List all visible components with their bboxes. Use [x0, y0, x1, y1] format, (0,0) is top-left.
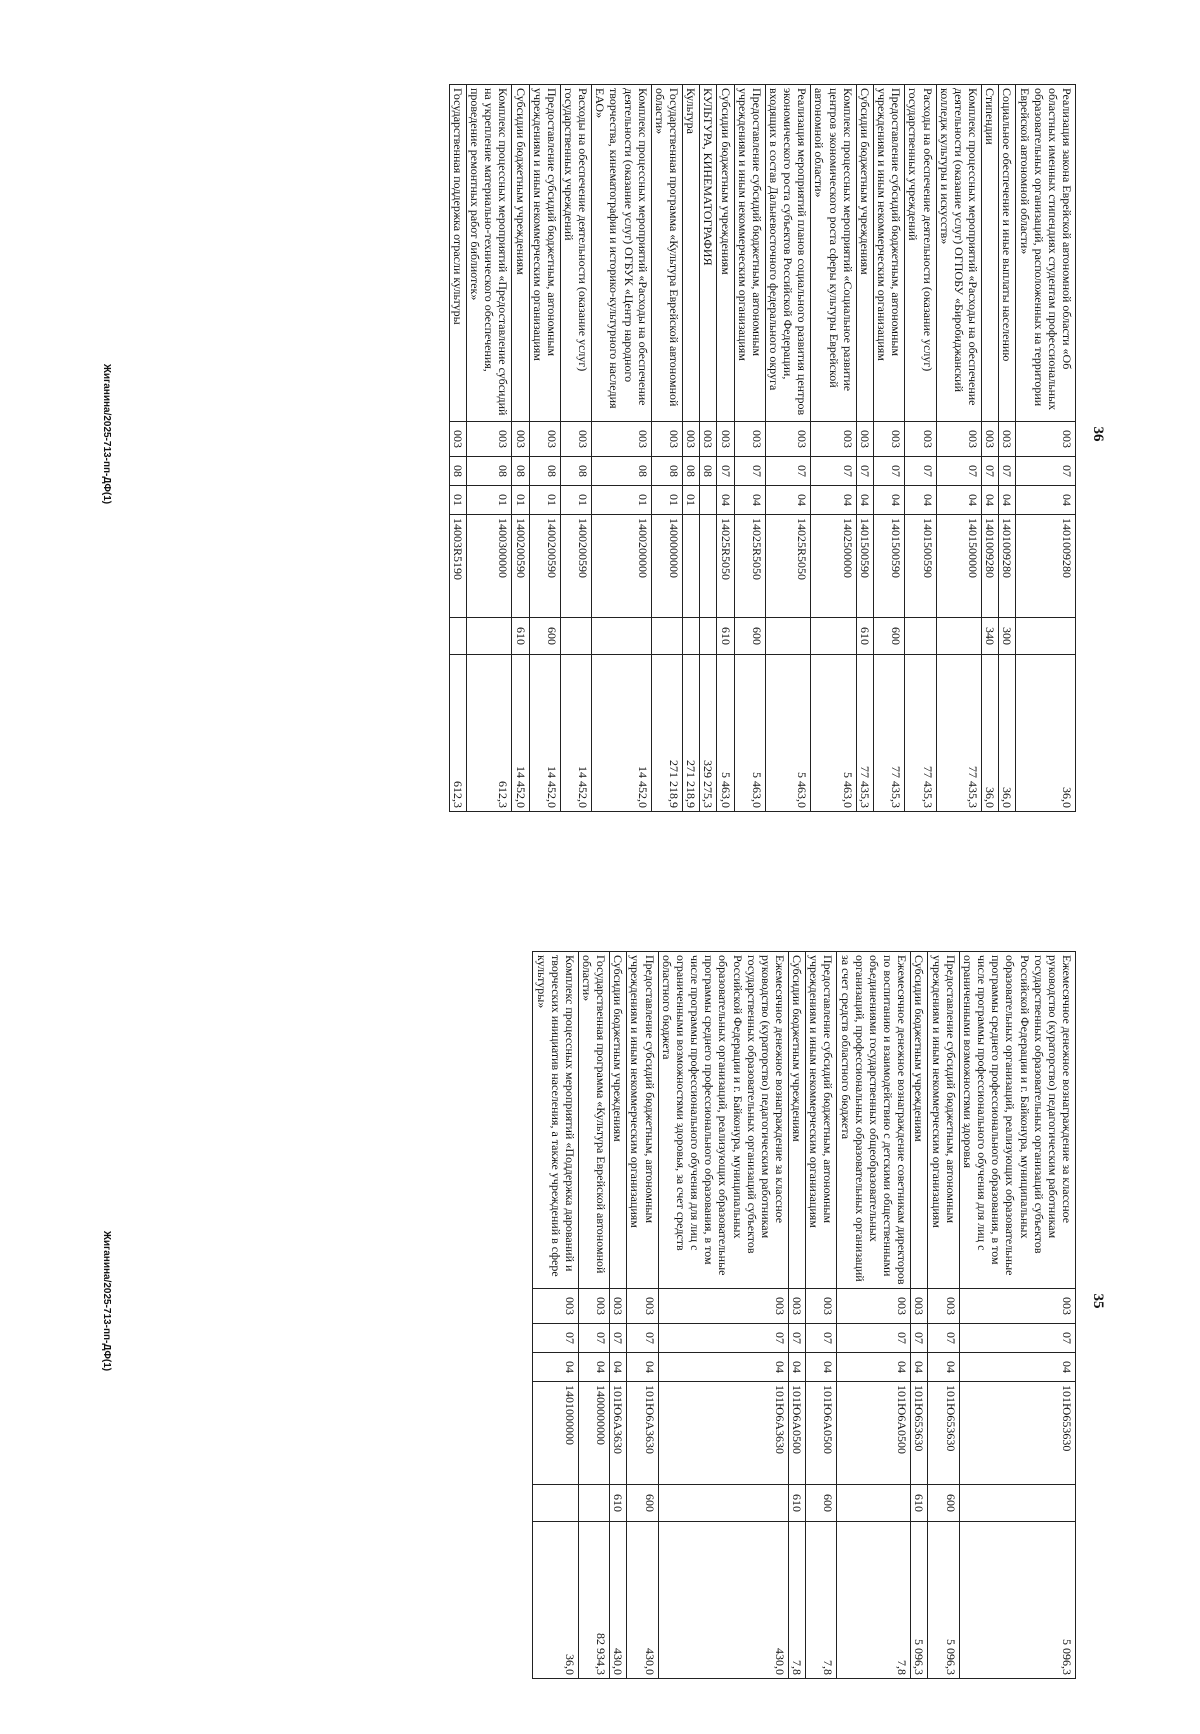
target-article-code: 101Ю6А0500 [837, 1382, 911, 1485]
target-article-code: 1400300000 [466, 515, 511, 618]
section-code: 07 [811, 457, 856, 486]
subsection-code: 04 [873, 486, 904, 515]
target-article-code: 14003R5190 [449, 515, 466, 618]
table-row [578, 952, 609, 1679]
grbs-code: 003 [959, 1289, 1075, 1324]
amount: 5 463,0 [811, 655, 856, 812]
target-article-code: 1400000000 [578, 1382, 609, 1485]
section-code: 07 [658, 1324, 788, 1353]
expense-type-code: 610 [717, 618, 734, 655]
expense-type-code: 610 [856, 618, 873, 655]
target-article-code: 1400200590 [512, 515, 529, 618]
expense-type-code: 610 [610, 1485, 627, 1522]
page-36 [80, 34, 1120, 834]
row-name: Культура [683, 85, 700, 422]
grbs-code: 003 [533, 1289, 578, 1324]
subsection-code: 04 [789, 1353, 806, 1382]
amount: 77 435,3 [873, 655, 904, 812]
subsection-code: 01 [529, 486, 560, 515]
bottom-half [0, 867, 1200, 1734]
expense-type-code: 600 [627, 1485, 658, 1522]
section-code: 07 [1016, 457, 1076, 486]
page-35 [80, 901, 1120, 1701]
table-row [449, 85, 466, 812]
row-name: Предоставление субсидий бюджетным, автономным учреждениям и иным некоммерческим организациям [873, 85, 904, 422]
grbs-code: 003 [700, 422, 717, 457]
expense-type-code [905, 618, 936, 655]
amount: 612,3 [449, 655, 466, 812]
expense-type-code [700, 618, 717, 655]
table-row [856, 85, 873, 812]
grbs-code: 003 [529, 422, 560, 457]
amount: 36,0 [1016, 655, 1076, 812]
expense-type-code [449, 618, 466, 655]
section-code: 07 [905, 457, 936, 486]
amount: 14 452,0 [512, 655, 529, 812]
expense-type-code [811, 618, 856, 655]
budget-table [449, 84, 1076, 812]
subsection-code: 04 [837, 1353, 911, 1382]
table-row [560, 85, 591, 812]
expense-type-code [533, 1485, 578, 1522]
table-row [911, 952, 928, 1679]
section-code: 08 [466, 457, 511, 486]
row-name: Комплекс процессных мероприятий «Социальное развитие центров экономического роста сферы культуры Еврейской автономной области» [811, 85, 856, 422]
section-code: 07 [911, 1324, 928, 1353]
target-article-code: 1401500000 [936, 515, 981, 618]
grbs-code: 003 [789, 1289, 806, 1324]
target-article-code: 1401009280 [999, 515, 1016, 618]
grbs-code: 003 [856, 422, 873, 457]
amount: 430,0 [658, 1522, 788, 1679]
subsection-code: 04 [765, 486, 810, 515]
expense-type-code: 600 [806, 1485, 837, 1522]
row-name: Государственная программа «Культура Еврейской автономной области» [578, 952, 609, 1289]
grbs-code: 003 [982, 422, 999, 457]
table-row [982, 85, 999, 812]
expense-type-code: 300 [999, 618, 1016, 655]
footer-code: Жиганина/2025-713-пп-ДФ(1) [101, 1230, 112, 1372]
target-article-code: 101Ю6А3630 [610, 1382, 627, 1485]
subsection-code: 01 [683, 486, 700, 515]
subsection-code: 04 [911, 1353, 928, 1382]
subsection-code: 01 [512, 486, 529, 515]
expense-type-code [560, 618, 591, 655]
row-name: Комплекс процессных мероприятий «Предоставление субсидий на укрепление материально-технического обеспечения, проведение ремонтных работ библиотек» [466, 85, 511, 422]
target-article-code: 101Ю6А0500 [806, 1382, 837, 1485]
subsection-code: 04 [806, 1353, 837, 1382]
grbs-code: 003 [999, 422, 1016, 457]
section-code: 07 [928, 1324, 959, 1353]
amount: 5 096,3 [928, 1522, 959, 1679]
amount: 430,0 [627, 1522, 658, 1679]
section-code: 07 [936, 457, 981, 486]
expense-type-code [658, 1485, 788, 1522]
table-row [1016, 85, 1076, 812]
row-name: Субсидии бюджетным учреждениям [717, 85, 734, 422]
row-name: Стипендии [982, 85, 999, 422]
section-code: 08 [651, 457, 682, 486]
subsection-code [700, 486, 717, 515]
amount: 5 096,3 [911, 1522, 928, 1679]
amount: 5 463,0 [717, 655, 734, 812]
table-row [627, 952, 658, 1679]
section-code: 08 [560, 457, 591, 486]
row-name: Реализация закона Еврейской автономной области «Об областных именных стипендиях студентам профессиональных образовательных организаций, расположенных на территории Еврейской автономной области» [1016, 85, 1076, 422]
amount: 5 096,3 [959, 1522, 1075, 1679]
target-article-code: 1401500590 [856, 515, 873, 618]
target-article-code: 14025R5050 [717, 515, 734, 618]
subsection-code: 01 [449, 486, 466, 515]
table-row [837, 952, 911, 1679]
expense-type-code [959, 1485, 1075, 1522]
table-row [658, 952, 788, 1679]
grbs-code: 003 [466, 422, 511, 457]
page-number: 35 [1090, 1293, 1106, 1309]
grbs-code: 003 [560, 422, 591, 457]
row-name: Субсидии бюджетным учреждениям [789, 952, 806, 1289]
section-code: 07 [982, 457, 999, 486]
row-name: Комплекс процессных мероприятий «Поддержка дарований и творческих инициатив населения, а также учреждений в сфере культуры» [533, 952, 578, 1289]
subsection-code: 04 [982, 486, 999, 515]
table-row [806, 952, 837, 1679]
amount: 7,8 [806, 1522, 837, 1679]
table-row [873, 85, 904, 812]
target-article-code: 101Ю6А3630 [658, 1382, 788, 1485]
section-code: 07 [806, 1324, 837, 1353]
target-article-code: 1401009280 [1016, 515, 1076, 618]
row-name: Расходы на обеспечение деятельности (оказание услуг) государственных учреждений [560, 85, 591, 422]
table-row [717, 85, 734, 812]
amount: 271 218,9 [651, 655, 682, 812]
expense-type-code [651, 618, 682, 655]
amount: 14 452,0 [529, 655, 560, 812]
subsection-code: 04 [610, 1353, 627, 1382]
amount: 14 452,0 [560, 655, 591, 812]
table-row [610, 952, 627, 1679]
expense-type-code: 610 [789, 1485, 806, 1522]
expense-type-code [837, 1485, 911, 1522]
section-code: 07 [959, 1324, 1075, 1353]
subsection-code: 01 [466, 486, 511, 515]
section-code: 07 [533, 1324, 578, 1353]
table-row [512, 85, 529, 812]
expense-type-code: 600 [529, 618, 560, 655]
expense-type-code [592, 618, 652, 655]
subsection-code: 04 [717, 486, 734, 515]
target-article-code: 101Ю653630 [911, 1382, 928, 1485]
section-code: 07 [578, 1324, 609, 1353]
target-article-code: 14025R5050 [765, 515, 810, 618]
row-name: Предоставление субсидий бюджетным, автономным учреждениям и иным некоммерческим организациям [928, 952, 959, 1289]
row-name: Реализация мероприятий планов социального развития центров экономического роста субъектов Российской Федерации, входящих в состав Дальневосточного федерального округа [765, 85, 810, 422]
amount: 5 463,0 [734, 655, 765, 812]
target-article-code: 1400000000 [651, 515, 682, 618]
target-article-code: 14025R5050 [734, 515, 765, 618]
budget-table [532, 951, 1076, 1679]
target-article-code: 1401500590 [873, 515, 904, 618]
row-name: Комплекс процессных мероприятий «Расходы на обеспечение деятельности (оказание услуг) ОГБУК «Центр народного творчества, кинематографии и историко-культурного наследия ЕАО» [592, 85, 652, 422]
table-row [811, 85, 856, 812]
subsection-code: 04 [533, 1353, 578, 1382]
subsection-code: 04 [578, 1353, 609, 1382]
section-code: 07 [627, 1324, 658, 1353]
row-name: Субсидии бюджетным учреждениям [512, 85, 529, 422]
subsection-code: 04 [734, 486, 765, 515]
target-article-code [700, 515, 717, 618]
amount: 271 218,9 [683, 655, 700, 812]
row-name: Субсидии бюджетным учреждениям [911, 952, 928, 1289]
grbs-code: 003 [873, 422, 904, 457]
expense-type-code [765, 618, 810, 655]
amount: 77 435,3 [856, 655, 873, 812]
section-code: 08 [449, 457, 466, 486]
section-code: 07 [999, 457, 1016, 486]
subsection-code: 04 [905, 486, 936, 515]
grbs-code: 003 [592, 422, 652, 457]
amount: 77 435,3 [936, 655, 981, 812]
amount: 82 934,3 [578, 1522, 609, 1679]
amount: 329 275,3 [700, 655, 717, 812]
section-code: 08 [683, 457, 700, 486]
row-name: Предоставление субсидий бюджетным, автономным учреждениям и иным некоммерческим организациям [806, 952, 837, 1289]
grbs-code: 003 [610, 1289, 627, 1324]
table-row [466, 85, 511, 812]
section-code: 08 [512, 457, 529, 486]
subsection-code: 01 [592, 486, 652, 515]
section-code: 07 [765, 457, 810, 486]
grbs-code: 003 [578, 1289, 609, 1324]
grbs-code: 003 [449, 422, 466, 457]
grbs-code: 003 [683, 422, 700, 457]
amount: 7,8 [789, 1522, 806, 1679]
amount: 612,3 [466, 655, 511, 812]
table-row [765, 85, 810, 812]
section-code: 07 [717, 457, 734, 486]
table-row [683, 85, 700, 812]
grbs-code: 003 [911, 1289, 928, 1324]
table-row [734, 85, 765, 812]
subsection-code: 01 [651, 486, 682, 515]
grbs-code: 003 [658, 1289, 788, 1324]
amount: 430,0 [610, 1522, 627, 1679]
target-article-code: 101Ю6А0500 [789, 1382, 806, 1485]
grbs-code: 003 [928, 1289, 959, 1324]
section-code: 07 [873, 457, 904, 486]
page-number: 36 [1090, 426, 1106, 442]
table-row [533, 952, 578, 1679]
grbs-code: 003 [905, 422, 936, 457]
target-article-code: 101Ю653630 [928, 1382, 959, 1485]
table-row [928, 952, 959, 1679]
table-row [999, 85, 1016, 812]
row-name: Ежемесячное денежное вознаграждение за классное руководство (кураторство) педагогическим работникам государственных образовательных организаций субъектов Российской Федерации и г. Байконура, муниципальных образовательных организаций, реализующих образовательные программы среднего профессионального образования, в том числе программы профессионального обучения для лиц с ограниченными возможностями здоровья, за счет средств областного бюджета [658, 952, 788, 1289]
row-name: Ежемесячное денежное вознаграждение за классное руководство (кураторство) педагогическим работникам государственных образовательных организаций субъектов Российской Федерации и г. Байконура, муниципальных образовательных организаций, реализующих образовательные программы среднего профессионального образования, в том числе программы профессионального обучения для лиц с ограниченными возможностями здоровья [959, 952, 1075, 1289]
subsection-code: 04 [658, 1353, 788, 1382]
grbs-code: 003 [936, 422, 981, 457]
subsection-code: 01 [560, 486, 591, 515]
row-name: Государственная программа «Культура Еврейской автономной области» [651, 85, 682, 422]
expense-type-code: 340 [982, 618, 999, 655]
subsection-code: 04 [928, 1353, 959, 1382]
table-row [592, 85, 652, 812]
expense-type-code [683, 618, 700, 655]
subsection-code: 04 [936, 486, 981, 515]
target-article-code [683, 515, 700, 618]
expense-type-code [936, 618, 981, 655]
grbs-code: 003 [806, 1289, 837, 1324]
table-row [905, 85, 936, 812]
grbs-code: 003 [627, 1289, 658, 1324]
expense-type-code [466, 618, 511, 655]
table-row [651, 85, 682, 812]
amount: 7,8 [837, 1522, 911, 1679]
section-code: 07 [837, 1324, 911, 1353]
grbs-code: 003 [512, 422, 529, 457]
grbs-code: 003 [717, 422, 734, 457]
row-name: Ежемесячное денежное вознаграждение советникам директоров по воспитанию и взаимодействию с детскими общественными объединениями государственных общеобразовательных организаций, профессиональных образовательных организаций за счет средств областного бюджета [837, 952, 911, 1289]
expense-type-code: 600 [873, 618, 904, 655]
expense-type-code: 610 [911, 1485, 928, 1522]
grbs-code: 003 [765, 422, 810, 457]
amount: 36,0 [982, 655, 999, 812]
section-code: 07 [789, 1324, 806, 1353]
table-row [959, 952, 1075, 1679]
grbs-code: 003 [734, 422, 765, 457]
expense-type-code: 610 [512, 618, 529, 655]
subsection-code: 04 [959, 1353, 1075, 1382]
subsection-code: 04 [999, 486, 1016, 515]
expense-type-code [1016, 618, 1076, 655]
target-article-code: 101Ю653630 [959, 1382, 1075, 1485]
subsection-code: 04 [856, 486, 873, 515]
table-row [789, 952, 806, 1679]
expense-type-code [578, 1485, 609, 1522]
row-name: Предоставление субсидий бюджетным, автономным учреждениям и иным некоммерческим организациям [734, 85, 765, 422]
amount: 77 435,3 [905, 655, 936, 812]
target-article-code: 1401000000 [533, 1382, 578, 1485]
row-name: Социальное обеспечение и иные выплаты населению [999, 85, 1016, 422]
target-article-code: 1401500590 [905, 515, 936, 618]
amount: 14 452,0 [592, 655, 652, 812]
section-code: 07 [856, 457, 873, 486]
section-code: 07 [734, 457, 765, 486]
amount: 5 463,0 [765, 655, 810, 812]
amount: 36,0 [533, 1522, 578, 1679]
footer-code: Жиганина/2025-713-пп-ДФ(1) [101, 363, 112, 505]
target-article-code: 1401009280 [982, 515, 999, 618]
target-article-code: 1400200590 [529, 515, 560, 618]
table-row [529, 85, 560, 812]
subsection-code: 04 [1016, 486, 1076, 515]
section-code: 07 [610, 1324, 627, 1353]
grbs-code: 003 [651, 422, 682, 457]
row-name: Комплекс процессных мероприятий «Расходы на обеспечение деятельности (оказание услуг) ОГПОБУ «Биробиджанский колледж культуры и искусств» [936, 85, 981, 422]
row-name: Предоставление субсидий бюджетным, автономным учреждениям и иным некоммерческим организациям [627, 952, 658, 1289]
subsection-code: 04 [811, 486, 856, 515]
grbs-code: 003 [811, 422, 856, 457]
expense-type-code: 600 [928, 1485, 959, 1522]
expense-type-code: 600 [734, 618, 765, 655]
subsection-code: 04 [627, 1353, 658, 1382]
table-row [700, 85, 717, 812]
section-code: 08 [700, 457, 717, 486]
target-article-code: 1400200590 [560, 515, 591, 618]
row-name: Расходы на обеспечение деятельности (оказание услуг) государственных учреждений [905, 85, 936, 422]
row-name: Предоставление субсидий бюджетным, автономным учреждениям и иным некоммерческим организациям [529, 85, 560, 422]
target-article-code: 1402500000 [811, 515, 856, 618]
row-name: Субсидии бюджетным учреждениям [610, 952, 627, 1289]
grbs-code: 003 [837, 1289, 911, 1324]
target-article-code: 1400200000 [592, 515, 652, 618]
row-name: Субсидии бюджетным учреждениям [856, 85, 873, 422]
amount: 36,0 [999, 655, 1016, 812]
grbs-code: 003 [1016, 422, 1076, 457]
row-name: Государственная поддержка отрасли культуры [449, 85, 466, 422]
row-name: КУЛЬТУРА, КИНЕМАТОГРАФИЯ [700, 85, 717, 422]
section-code: 08 [529, 457, 560, 486]
table-row [936, 85, 981, 812]
target-article-code: 101Ю6А3630 [627, 1382, 658, 1485]
section-code: 08 [592, 457, 652, 486]
